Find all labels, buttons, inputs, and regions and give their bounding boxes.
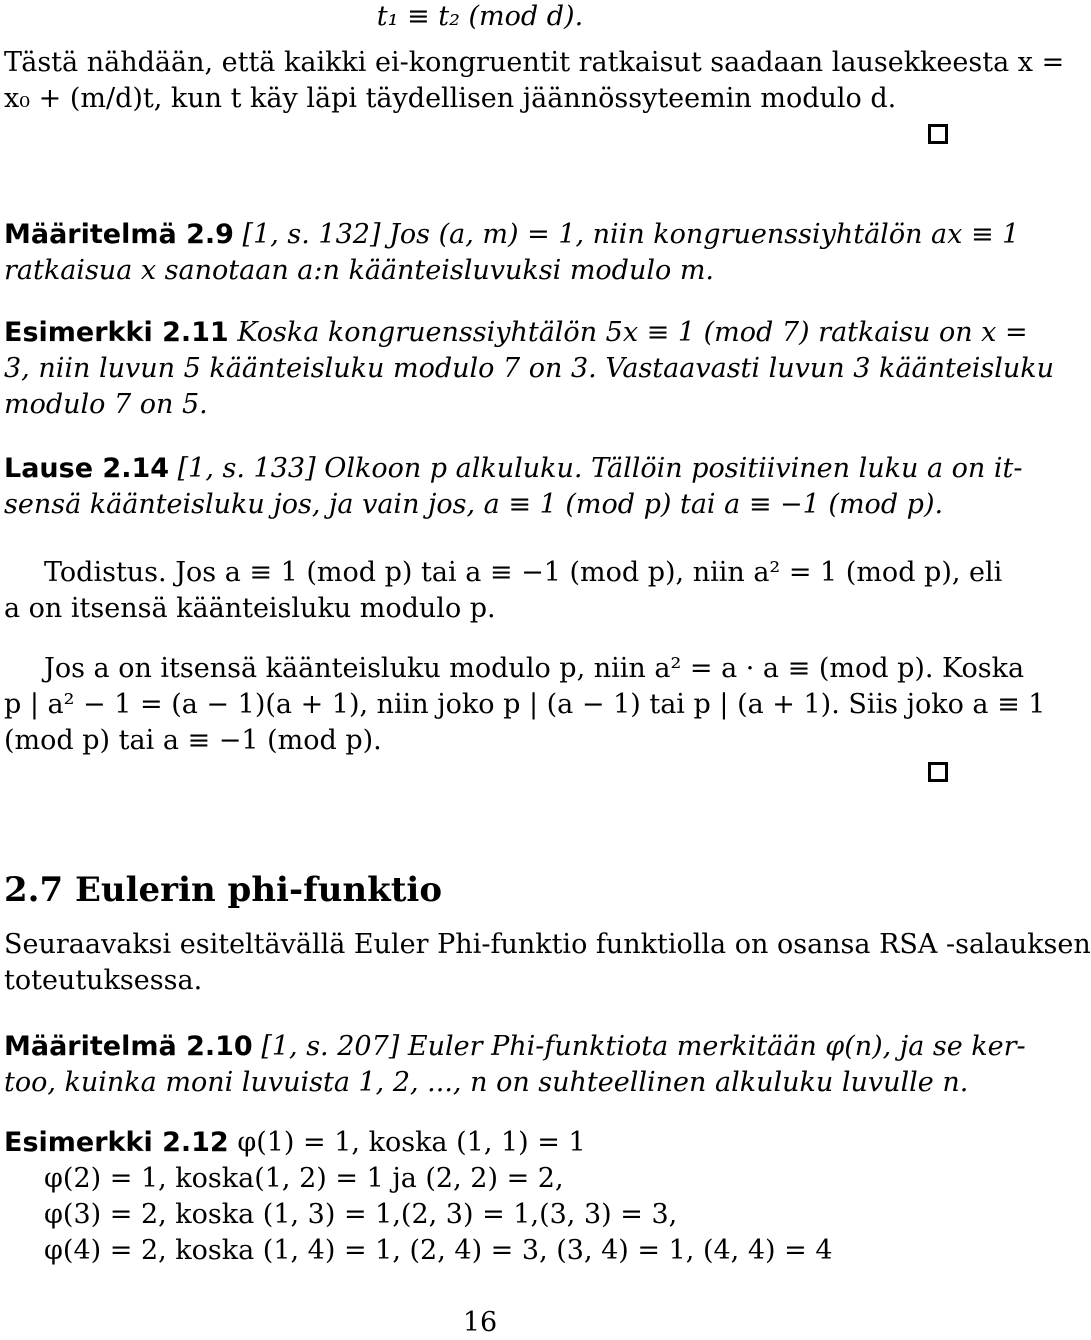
definition-label: Määritelmä 2.10 xyxy=(4,1031,253,1062)
proof-line: p | a² − 1 = (a − 1)(a + 1), niin joko p | (a − 1) tai p | (a + 1). Siis joko a ≡ 1 xyxy=(4,689,1046,720)
page-number: 16 xyxy=(462,1307,498,1338)
proof-line: Jos a on itsensä käänteisluku modulo p, niin a² = a · a ≡ (mod p). Koska xyxy=(44,653,1025,684)
definition-text: [1, s. 132] Jos (a, m) = 1, niin kongruenssiyhtälön ax ≡ 1 xyxy=(242,219,1020,250)
paragraph-line: toteutuksessa. xyxy=(4,965,203,996)
example-label: Esimerkki 2.12 xyxy=(4,1127,229,1158)
qed-square-icon xyxy=(928,762,948,782)
example-line: φ(2) = 1, koska(1, 2) = 1 ja (2, 2) = 2, xyxy=(44,1163,564,1194)
definition-line: too, kuinka moni luvuista 1, 2, ..., n on suhteellinen alkuluku luvulle n. xyxy=(4,1067,969,1098)
example-line: 3, niin luvun 5 käänteisluku modulo 7 on 3. Vastaavasti luvun 3 käänteisluku xyxy=(4,353,1055,384)
paragraph-line: Seuraavaksi esiteltävällä Euler Phi-funktio funktiolla on osansa RSA -salauksen xyxy=(4,929,1091,960)
theorem-label: Lause 2.14 xyxy=(4,453,170,484)
definition-line: ratkaisua x sanotaan a:n käänteisluvuksi modulo m. xyxy=(4,255,715,286)
proof-line: (mod p) tai a ≡ −1 (mod p). xyxy=(4,725,382,756)
example-line: φ(3) = 2, koska (1, 3) = 1,(2, 3) = 1,(3, 3) = 3, xyxy=(44,1199,678,1230)
proof-line: Todistus. Jos a ≡ 1 (mod p) tai a ≡ −1 (mod p), niin a² = 1 (mod p), eli xyxy=(44,557,1003,588)
example-2-11 xyxy=(4,316,1028,350)
example-line: φ(4) = 2, koska (1, 4) = 1, (2, 4) = 3, (3, 4) = 1, (4, 4) = 4 xyxy=(44,1235,833,1266)
paragraph-line: Tästä nähdään, että kaikki ei-kongruentit ratkaisut saadaan lausekkeesta x = xyxy=(4,47,1065,78)
qed-square-icon xyxy=(928,124,948,144)
example-line: modulo 7 on 5. xyxy=(4,389,208,420)
paragraph-line: x₀ + (m/d)t, kun t käy läpi täydellisen jäännössyteemin modulo d. xyxy=(4,83,897,114)
definition-text: [1, s. 207] Euler Phi-funktiota merkitään φ(n), ja se ker- xyxy=(261,1031,1026,1062)
proof-line: a on itsensä käänteisluku modulo p. xyxy=(4,593,496,624)
definition-2-9 xyxy=(4,218,1020,252)
example-label: Esimerkki 2.11 xyxy=(4,317,229,348)
example-text: Koska kongruenssiyhtälön 5x ≡ 1 (mod 7) ratkaisu on x = xyxy=(237,317,1028,348)
example-text: φ(1) = 1, koska (1, 1) = 1 xyxy=(237,1127,586,1158)
theorem-text: [1, s. 133] Olkoon p alkuluku. Tällöin positiivinen luku a on it- xyxy=(177,453,1023,484)
congruence-result: t₁ ≡ t₂ (mod d). xyxy=(376,1,584,32)
theorem-2-14 xyxy=(4,452,1023,486)
section-heading: 2.7 Eulerin phi-funktio xyxy=(4,870,442,910)
example-2-12 xyxy=(4,1126,956,1160)
definition-2-10 xyxy=(4,1030,1026,1064)
theorem-line: sensä käänteisluku jos, ja vain jos, a ≡ 1 (mod p) tai a ≡ −1 (mod p). xyxy=(4,489,944,520)
definition-label: Määritelmä 2.9 xyxy=(4,219,234,250)
